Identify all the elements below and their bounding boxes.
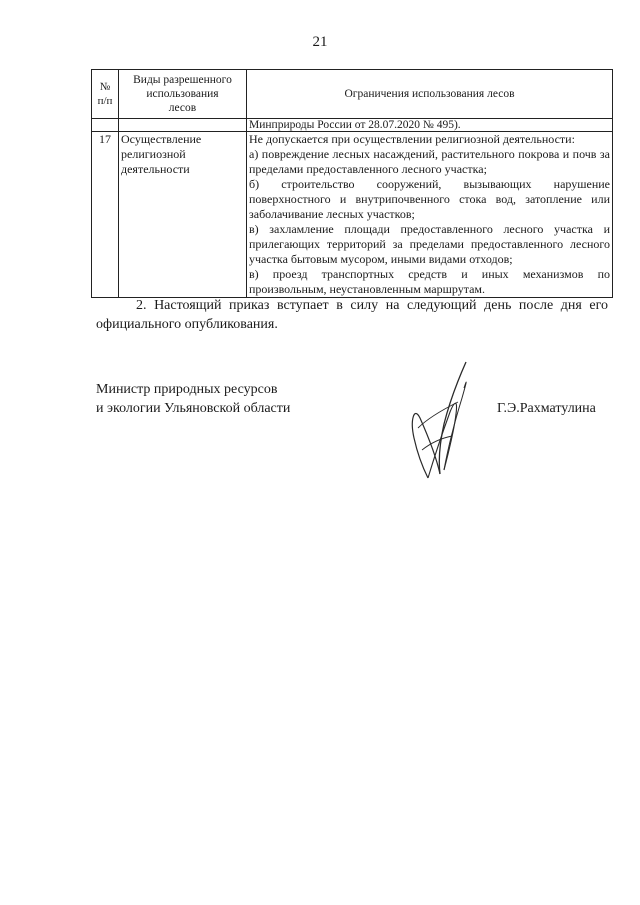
header-restrictions: Ограничения использования лесов <box>247 70 613 119</box>
header-number: № п/п <box>92 70 119 119</box>
restrictions-table <box>91 69 613 298</box>
signer-name: Г.Э.Рахматулина <box>497 401 596 416</box>
handwritten-signature <box>398 358 488 488</box>
restriction-item: б) строительство сооружений, вызывающих нарушение поверхностного и внутрипочвенного стока вод, затопление или заболачивание лесных участков; <box>249 177 610 221</box>
signer-position: Министр природных ресурсов и экологии Ульяновской области <box>96 382 291 416</box>
table-continuation-row <box>92 119 613 132</box>
row-use-type: Осуществление религиозной деятельности <box>119 132 247 298</box>
table-row <box>92 132 613 298</box>
page-number: 21 <box>312 34 328 50</box>
header-use-types: Виды разрешенного использования лесов <box>119 70 247 119</box>
row-number: 17 <box>92 132 119 298</box>
restriction-item: в) проезд транспортных средств и иных механизмов по произвольным, неустановленным маршрутам. <box>249 267 610 296</box>
clause-2-text: 2. Настоящий приказ вступает в силу на следующий день после дня его официального опубликования. <box>96 298 608 332</box>
continuation-text: Минприроды России от 28.07.2020 № 495). <box>247 119 613 132</box>
restriction-item: в) захламление площади предоставленного лесного участка и прилегающих территорий за пределами предоставленного лесного участка бытовым мусором, иными видами отходов; <box>249 222 610 266</box>
table-header-row <box>92 70 613 119</box>
row-restrictions <box>247 132 613 298</box>
restriction-item: а) повреждение лесных насаждений, растительного покрова и почв за пределами предоставленного лесного участка; <box>249 147 610 176</box>
restriction-intro: Не допускается при осуществлении религиозной деятельности: <box>249 132 575 146</box>
